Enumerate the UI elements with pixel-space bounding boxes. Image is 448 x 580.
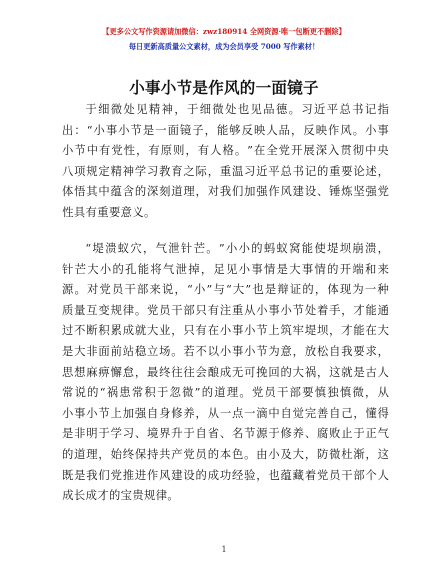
paragraph-line: 成 长 成 才 的 宝 贵 规 律 。 — [62, 489, 179, 503]
paragraph-line: 常 说 的 “ 祸 患 常 积 于 忽 微 ” 的 道 理 。 党 员 干 部 要 慎 独 慎 微 ， 从 — [62, 386, 389, 400]
paragraph-line: 思 想 麻 痹 懈 怠 ， 最 终 往 往 会 酿 成 无 可 挽 回 的 大 祸 ， 这 就 是 古 人 — [62, 365, 389, 379]
paragraph-line: 体 悟 其 中 蕴 含 的 深 刻 道 理 ， 对 我 们 加 强 作 风 建 设 、 锤 炼 坚 强 党 — [62, 185, 389, 199]
paragraph-line: 性 具 有 重 要 意 义 。 — [62, 205, 156, 219]
paragraph-line: 于 细 微 处 见 精 神 ， 于 细 微 处 也 见 品 德 。 习 近 平 总 书 记 指 — [85, 103, 389, 116]
paragraph-line: 源 。 对 党 员 干 部 来 说 ， “ 小 ” 与 “ 大 ” 也 是 辩 证 的 ， 体 现 为 一 种 — [62, 283, 389, 297]
paragraph-line: 出 ： “ 小 事 小 节 是 一 面 镜 子 ， 能 够 反 映 人 品 ， 反 映 作 风 。 小 事 — [62, 123, 389, 137]
paragraph-line: 质 量 互 变 规 律 。 党 员 干 部 只 有 注 重 从 小 事 小 节 处 着 手 ， 才 能 通 — [62, 303, 389, 317]
page-number: 1 — [221, 545, 227, 554]
paragraph-line: 小 事 小 节 上 加 强 自 身 修 养 ， 从 一 点 一 滴 中 自 觉 完 善 自 己 ， 懂 得 — [62, 406, 389, 420]
paragraph-line: 的 道 理 ， 始 终 保 持 共 产 党 员 的 本 色 。 由 小 及 大 ， 防 微 杜 渐 ， 这 — [62, 447, 389, 461]
paragraph-line: 八 项 规 定 精 神 学 习 教 育 之 际 ， 重 温 习 近 平 总 书 记 的 重 要 论 述 ， — [62, 164, 389, 178]
paragraph-line: 小 节 中 有 党 性 ， 有 原 则 ， 有 人 格 。 ” 在 全 党 开 展 深 入 贯 彻 中 央 — [62, 144, 389, 158]
paragraph-line: 针 芒 大 小 的 孔 能 将 气 泄 掉 ， 足 见 小 事 情 是 大 事 情 的 开 端 和 来 — [62, 262, 389, 276]
paragraph-line: “ 堤 溃 蚁 穴 ， 气 泄 针 芒 。 ” 小 小 的 蚂 蚁 窝 能 使 堤 坝 崩 溃 ， — [85, 242, 389, 255]
paragraph-line: 过 不 断 积 累 成 就 大 业 ， 只 有 在 小 事 小 节 上 筑 牢 堤 坝 ， 才 能 在 大 — [62, 324, 389, 338]
paragraph-line: 是 非 明 于 学 习 、 境 界 升 于 自 省 、 名 节 源 于 修 养 、 腐 败 止 于 正 气 — [62, 427, 389, 441]
document-title: 小事小节是作风的一面镜子 — [129, 79, 319, 97]
promo-banner-line-1: 【更多公文写作资源请加微信：zwz180914 全网资源·唯一包断更不删除】 — [102, 27, 346, 36]
paragraph-line: 既 是 我 们 党 推 进 作 风 建 设 的 成 功 经 验 ， 也 蕴 藏 着 党 员 干 部 个 人 — [62, 468, 389, 482]
paragraph-2 — [62, 239, 389, 507]
paragraph-1 — [62, 100, 389, 224]
paragraph-line: 是 大 非 面 前 站 稳 立 场 。 若 不 以 小 事 小 节 为 意 ， 放 松 自 我 要 求 ， — [62, 344, 389, 358]
promo-banner-line-2: 每日更新高质量公文素材，成为会员享受 7000 写作素材！ — [128, 42, 320, 51]
